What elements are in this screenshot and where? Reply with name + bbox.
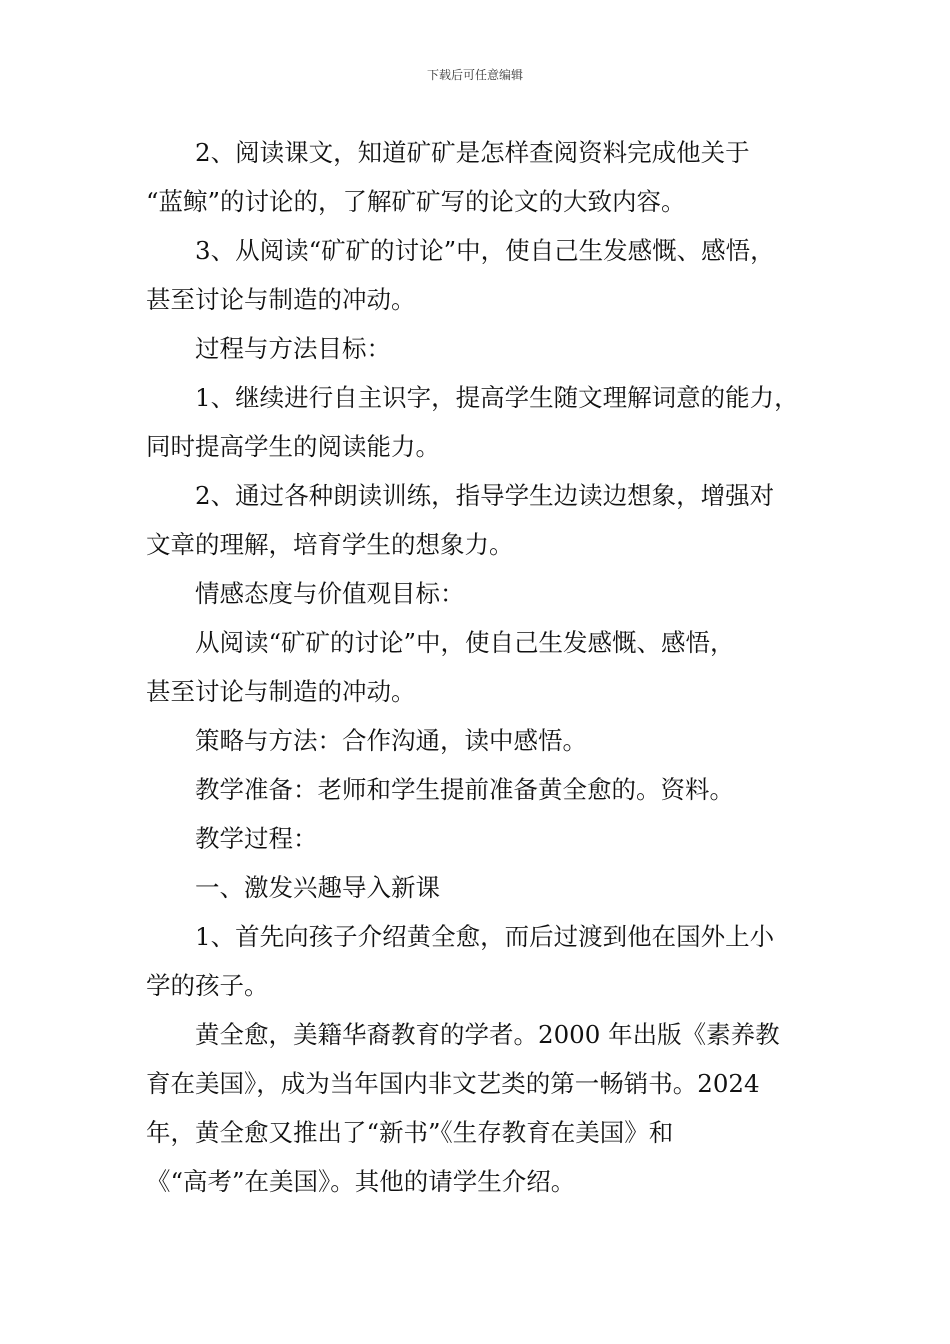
paragraph-step-1 — [146, 912, 810, 1010]
text-line: 1、继续进行自主识字，提高学生随文理解词意的能力， — [195, 383, 799, 412]
text-line: 《“高考”在美国》。其他的请学生介绍。 — [146, 1167, 576, 1196]
text-line: 文章的理解，培育学生的想象力。 — [146, 530, 514, 559]
text-line: 甚至讨论与制造的冲动。 — [146, 285, 416, 314]
text-line: 3、从阅读“矿矿的讨论”中，使自己生发感慨、感悟， — [195, 236, 775, 265]
paragraph-process-1 — [146, 373, 810, 471]
text-line: 教学准备：老师和学生提前准备黄全愈的。资料。 — [195, 775, 734, 804]
text-line: 教学过程： — [195, 824, 318, 853]
text-line: 同时提高学生的阅读能力。 — [146, 432, 440, 461]
text-line: 过程与方法目标： — [195, 334, 391, 363]
heading-emotion-values — [146, 569, 810, 618]
text-line: “蓝鲸”的讨论的，了解矿矿写的论文的大致内容。 — [146, 187, 686, 216]
paragraph-preparation — [146, 765, 810, 814]
text-line: 年，黄全愈又推出了“新书”《生存教育在美国》和 — [146, 1118, 674, 1147]
heading-process-method — [146, 324, 810, 373]
text-line: 黄全愈，美籍华裔教育的学者。2000 年出版《素养教 — [195, 1020, 780, 1049]
paragraph-emotion — [146, 618, 810, 716]
text-line: 从阅读“矿矿的讨论”中，使自己生发感慨、感悟， — [195, 628, 735, 657]
heading-teaching-process — [146, 814, 810, 863]
text-line: 甚至讨论与制造的冲动。 — [146, 677, 416, 706]
paragraph-objective-2 — [146, 128, 810, 226]
text-line: 2、阅读课文，知道矿矿是怎样查阅资料完成他关于 — [195, 138, 750, 167]
paragraph-process-2 — [146, 471, 810, 569]
text-line: 策略与方法：合作沟通，读中感悟。 — [195, 726, 587, 755]
text-line: 1、首先向孩子介绍黄全愈，而后过渡到他在国外上小 — [195, 922, 775, 951]
page-header: 下载后可任意编辑 — [426, 68, 523, 82]
text-line: 一、激发兴趣导入新课 — [195, 873, 440, 902]
paragraph-strategy — [146, 716, 810, 765]
paragraph-author-intro — [146, 1010, 810, 1206]
text-line: 育在美国》，成为当年国内非文艺类的第一畅销书。2024 — [146, 1069, 760, 1098]
text-line: 情感态度与价值观目标： — [195, 579, 465, 608]
document-body — [146, 128, 810, 1206]
paragraph-objective-3 — [146, 226, 810, 324]
heading-section-one — [146, 863, 810, 912]
text-line: 学的孩子。 — [146, 971, 269, 1000]
text-line: 2、通过各种朗读训练，指导学生边读边想象，增强对 — [195, 481, 775, 510]
